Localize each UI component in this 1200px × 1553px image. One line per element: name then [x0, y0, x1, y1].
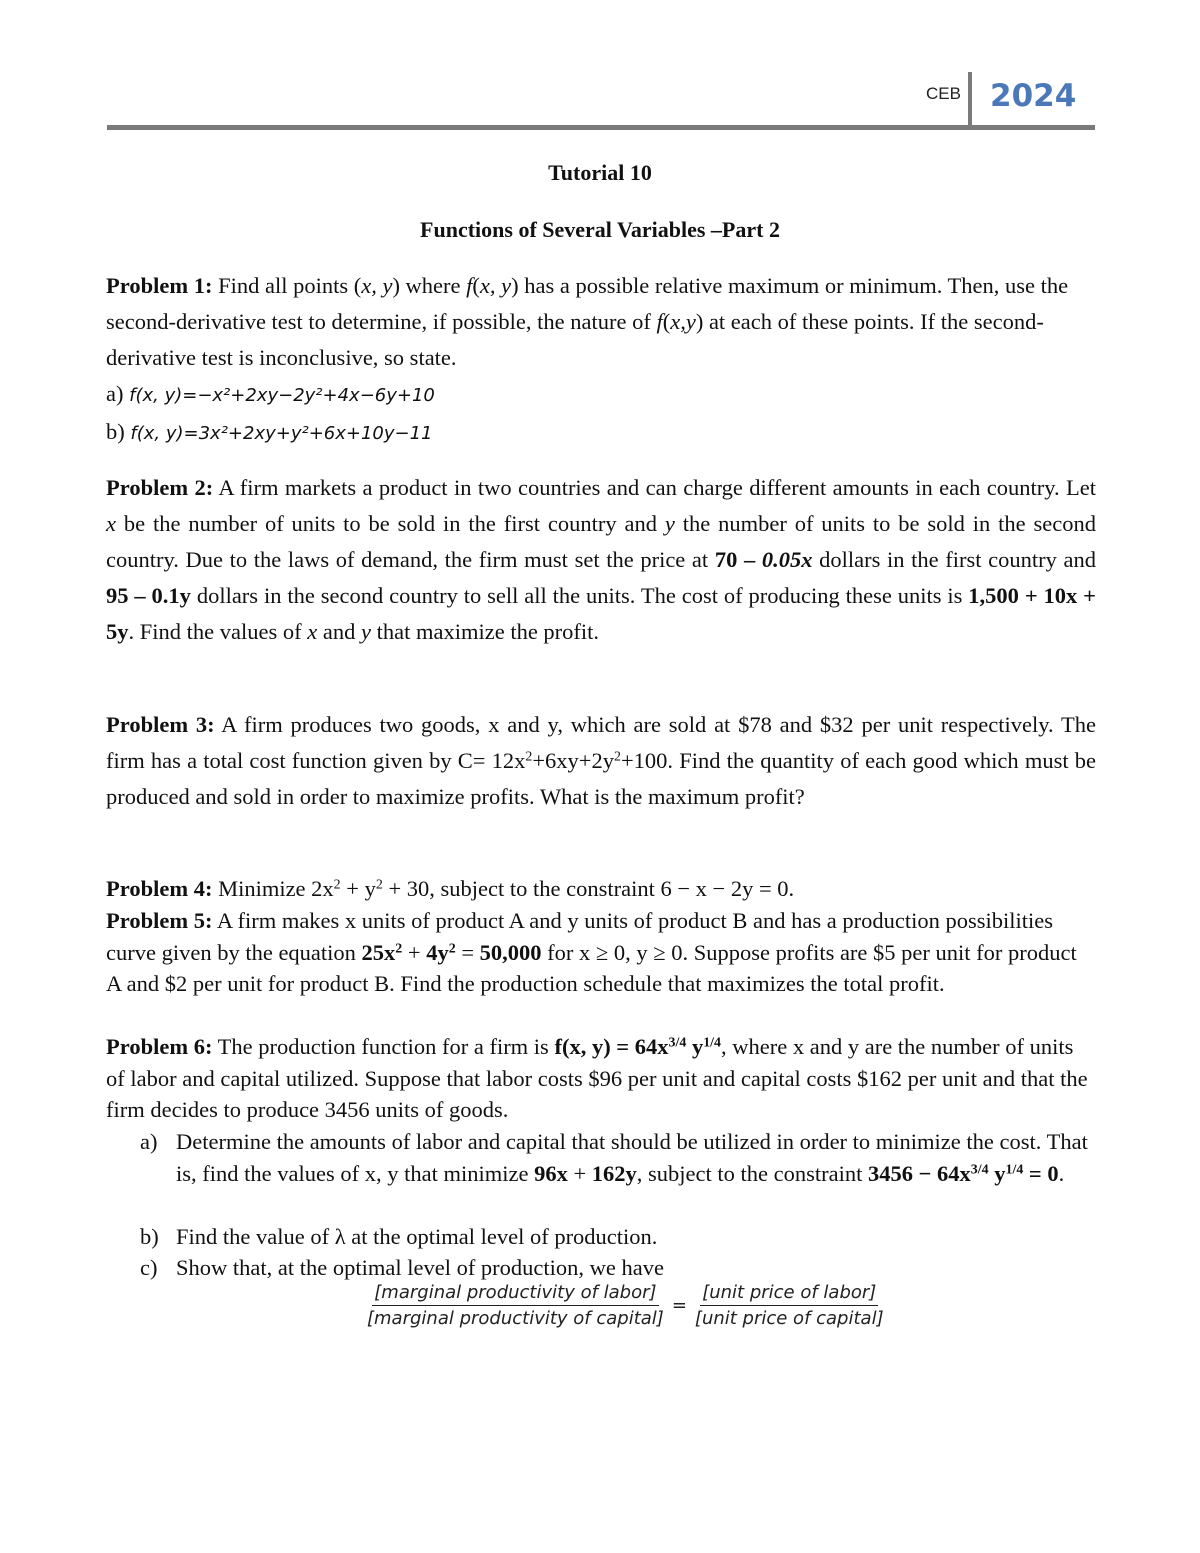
- problem-4: [106, 873, 1096, 905]
- problem-1-text: ) where: [392, 273, 467, 298]
- problem-1-var: f: [466, 273, 473, 298]
- problem-5-exponent: 2: [395, 940, 403, 956]
- problem-6a-exponent: 1/4: [1005, 1161, 1024, 1177]
- problem-5: [106, 905, 1096, 1000]
- equals-sign: =: [671, 1295, 687, 1316]
- problem-2-text: . Find the values of: [128, 619, 308, 644]
- problem-2-price: 70 –: [714, 547, 762, 572]
- problem-2-text: be the number of units to be sold in the first country and: [116, 511, 665, 536]
- problem-6-text: The production function for a firm is: [212, 1034, 555, 1059]
- fraction-left-denominator: [marginal productivity of capital]: [367, 1308, 664, 1329]
- problem-3-text: +6xy+2y: [532, 748, 614, 773]
- problem-1b-equation: f(x, y)=3x²+2xy+y²+6x+10y−11: [130, 423, 433, 444]
- problem-6a-constraint: = 0: [1023, 1160, 1059, 1186]
- header-rule: [107, 125, 1095, 130]
- problem-6b: [140, 1221, 1090, 1253]
- fraction-left-numerator: [marginal productivity of labor]: [372, 1282, 658, 1306]
- problem-2-price: 0.05x: [761, 547, 813, 572]
- problem-6a-constraint: 3456 − 64x: [867, 1160, 971, 1186]
- problem-6-exponent: 3/4: [668, 1035, 687, 1051]
- problem-6a-text-part: , subject to the constraint: [636, 1160, 868, 1186]
- problem-1-text: (: [472, 273, 480, 298]
- fraction-right: [693, 1282, 886, 1329]
- problem-6c: [140, 1252, 1090, 1284]
- header-org: CEB: [926, 84, 961, 103]
- problem-5-text: A firm makes x units of product A and y units of product B and has a production possibilities curve given by the equation: [106, 908, 1053, 965]
- problem-5-equation: 4y: [426, 939, 449, 965]
- problem-6a-label: a): [140, 1129, 158, 1154]
- problem-1-text: Find all points (: [212, 273, 362, 298]
- problem-1-var: x, y: [361, 273, 393, 298]
- problem-5-text: =: [455, 939, 480, 965]
- fraction-right-numerator: [unit price of labor]: [700, 1282, 878, 1306]
- problem-5-label: Problem 5:: [106, 908, 213, 933]
- problem-3-text: A firm produces two goods, x and y, which are sold at $78 and $32 per unit respectively. The firm has a total cost function given by C= 12x: [106, 712, 1097, 773]
- problem-2-text: and: [317, 619, 361, 644]
- problem-3-text: +100. Find the quantity of each good which must be produced and sold in order to maximize profits. What is the maximum profit?: [106, 748, 1096, 809]
- problem-1b-label: b): [106, 419, 131, 444]
- problem-6-exponent: 1/4: [703, 1035, 722, 1051]
- problem-2: [106, 470, 1096, 650]
- problem-2-text: A firm markets a product in two countries and can charge different amounts in each country. Let: [213, 475, 1097, 500]
- problem-4-label: Problem 4:: [106, 876, 213, 901]
- problem-2-var: y: [664, 511, 675, 536]
- problem-6a-exponent: 3/4: [970, 1161, 989, 1177]
- problem-6a-constraint: y: [988, 1160, 1006, 1186]
- problem-6: [106, 1031, 1096, 1126]
- problem-1-text: (: [662, 309, 671, 334]
- problem-6a: [140, 1126, 1090, 1189]
- ratio-equation: [365, 1282, 886, 1329]
- problem-5-equation: 50,000: [479, 939, 542, 965]
- problem-6a-text-part: +: [567, 1160, 592, 1186]
- problem-4-text: Minimize 2x: [212, 876, 334, 901]
- problem-2-var: x: [106, 511, 116, 536]
- problem-1-label: Problem 1:: [106, 273, 213, 298]
- problem-6a-text: [176, 1126, 1090, 1189]
- problem-6a-objective: 162y: [591, 1160, 637, 1186]
- problem-3-exponent: 2: [525, 749, 533, 765]
- problem-1-var: x, y: [479, 273, 512, 298]
- problem-6b-label: b): [140, 1224, 159, 1249]
- problem-3: [106, 707, 1096, 815]
- problem-2-cost: 1,500 + 10x + 5y: [106, 583, 1096, 644]
- problem-4-exponent: 2: [375, 877, 383, 893]
- problem-1-var: f: [656, 309, 663, 334]
- problem-6-label: Problem 6:: [106, 1034, 213, 1059]
- problem-1-var: x,y: [670, 309, 696, 334]
- problem-6-text: , where x and y are the number of units of labor and capital utilized. Suppose that labor costs $96 per unit and capital costs $162 per unit and that the firm decides to produce 3456 units of goods.: [106, 1034, 1088, 1122]
- problem-2-var: x: [307, 619, 318, 644]
- problem-3-exponent: 2: [614, 749, 621, 765]
- problem-6c-label: c): [140, 1255, 158, 1280]
- problem-1a-equation: f(x, y)=−x²+2xy−2y²+4x−6y+10: [129, 385, 435, 406]
- page-subtitle: Functions of Several Variables –Part 2: [420, 217, 780, 242]
- problem-1a-label: a): [106, 381, 130, 406]
- problem-5-exponent: 2: [448, 940, 456, 956]
- problem-2-text: that maximize the profit.: [370, 619, 600, 644]
- problem-2-label: Problem 2:: [106, 475, 214, 500]
- problem-5-text: for x ≥ 0, y ≥ 0. Suppose profits are $5 per unit for product A and $2 per unit for product B. Find the production schedule that maximizes the total profit.: [106, 939, 1077, 996]
- header-divider: [968, 72, 972, 126]
- problem-6b-text: Find the value of λ at the optimal level of production.: [176, 1224, 658, 1249]
- problem-6a-text-part: Determine the amounts of labor and capital that should be utilized in order to minimize the cost. That is, find the values of x, y that minimize: [176, 1129, 1088, 1186]
- problem-6-function: f(x, y) = 64x: [554, 1034, 669, 1059]
- problem-4-exponent: 2: [333, 877, 341, 893]
- problem-4-text: + 30, subject to the constraint 6 − x − 2y = 0.: [382, 876, 795, 901]
- problem-2-text: dollars in the second country to sell all the units. The cost of producing these units is: [190, 583, 969, 608]
- header-year: 2024: [990, 78, 1077, 114]
- problem-5-equation: 25x: [361, 939, 396, 965]
- problem-6-function: y: [686, 1034, 704, 1059]
- problem-2-text: dollars in the first country and: [812, 547, 1097, 572]
- problem-1-text: ) has a possible relative maximum or minimum. Then, use the second-derivative test to determine, if possible, the nature of: [106, 273, 1069, 334]
- fraction-right-denominator: [unit price of capital]: [694, 1308, 884, 1329]
- problem-2-var: y: [360, 619, 371, 644]
- problem-5-text: +: [402, 939, 427, 965]
- problem-6c-text: Show that, at the optimal level of production, we have: [176, 1255, 665, 1280]
- problem-4-text: + y: [340, 876, 376, 901]
- problem-2-text: the number of units to be sold in the second country. Due to the laws of demand, the firm must set the price at: [106, 511, 1097, 572]
- problem-3-label: Problem 3:: [106, 712, 215, 737]
- problem-6a-objective: 96x: [534, 1160, 568, 1186]
- problem-1: [106, 268, 1096, 452]
- page-title: Tutorial 10: [548, 160, 652, 185]
- problem-2-price: 95 – 0.1y: [106, 583, 191, 608]
- problem-1-text: ) at each of these points. If the second-derivative test is inconclusive, so state.: [106, 309, 1044, 370]
- problem-6a-text-part: .: [1058, 1160, 1065, 1186]
- fraction-left: [365, 1282, 666, 1329]
